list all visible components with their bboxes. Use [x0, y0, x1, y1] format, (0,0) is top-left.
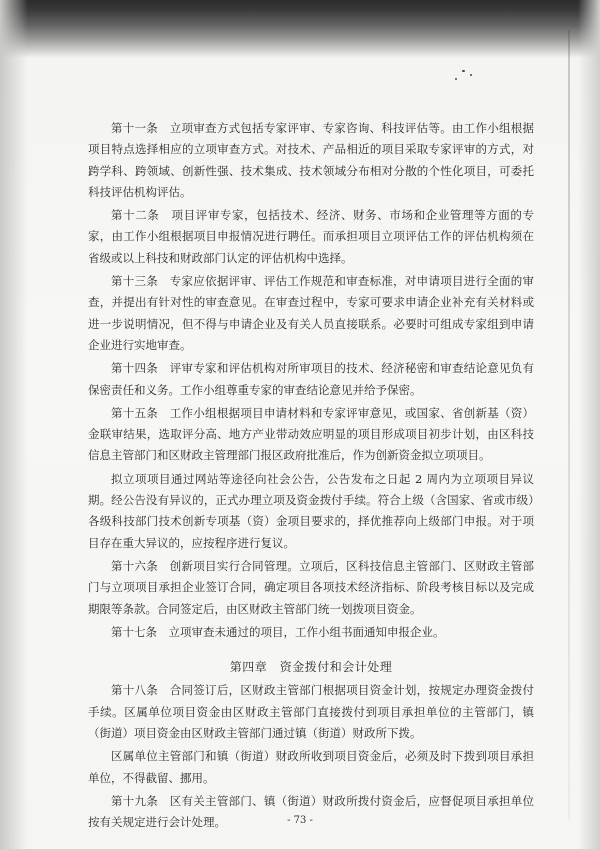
scanner-shadow — [0, 0, 600, 58]
article-15: 第十五条 工作小组根据项目申请材料和专家评审意见，或国家、省创新基（资）金联审结果，选取评分高、地方产业带动效应明显的项目形成项目初步计划，由区科技信息主管部门和区财政主管理部门报区政府批准后，作为创新资金拟立项项目。 — [88, 405, 534, 463]
chapter-heading: 第四章 资金拨付和会计处理 — [229, 660, 393, 675]
article-13: 第十三条 专家应依据评审、评估工作规范和审查标准，对申请项目进行全面的审查，并提出有针对性的审查意见。在审查过程中，专家可要求申请企业补充有关材料或进一步说明情况，但不得与申请企业及有关人员直接联系。必要时可组成专家组到申请企业进行实地审查。 — [88, 274, 534, 352]
article-16: 第十六条 创新项目实行合同管理。立项后，区科技信息主管部门、区财政主管部门与立项项目承担企业签订合同，确定项目各项技术经济指标、阶段考核目标以及完成期限等条款。合同签定后，由区财政主管部门统一划拨项目资金。 — [88, 558, 534, 616]
document-body — [88, 118, 534, 834]
article-17: 第十七条 立项审查未通过的项目，工作小组书面通知申报企业。 — [111, 624, 445, 639]
article-12: 第十二条 项目评审专家，包括技术、经济、财务、市场和企业管理等方面的专家，由工作小组根据项目申报情况进行聘任。而承担项目立项评估工作的评估机构须在省级或以上科技和财政部门认定的评估机构中选择。 — [88, 208, 534, 265]
article-15-publicity: 拟立项项目通过网站等途径向社会公告，公告发布之日起 2 周内为立项项目异议期。经公告没有异议的，正式办理立项及资金拨付手续。符合上级（含国家、省或市级）各级科技部门技术创新专项基（资）金项目要求的，择优推荐向上级部门申报。对于项目存在重大异议的，应按程序进行复议。 — [88, 471, 534, 550]
scan-speck — [455, 78, 457, 80]
article-18-transfer: 区属单位主管部门和镇（街道）财政所收到项目资金后，必须及时下拨到项目承担单位，不得截留、挪用。 — [88, 749, 534, 785]
left-page-edge — [0, 0, 28, 849]
article-18: 第十八条 合同签订后，区财政主管部门根据项目资金计划，按规定办理资金拨付手续。区属单位项目资金由区财政主管部门直接拨付到项目承担单位的主管部门，镇（街道）项目资金由区财政主管部门通过镇（街道）财政所下拨。 — [88, 683, 534, 741]
article-19: 第十九条 区有关主管部门、镇（街道）财政所拨付资金后，应督促项目承担单位按有关规定进行会计处理。 — [88, 793, 534, 830]
page-fold-line — [568, 30, 570, 820]
scan-speck — [470, 74, 472, 76]
article-14: 第十四条 评审专家和评估机构对所审项目的技术、经济秘密和审查结论意见负有保密责任和义务。工作小组尊重专家的审查结论意见并给予保密。 — [88, 361, 534, 397]
right-page-edge — [578, 0, 600, 849]
page-number: - 73 - — [287, 815, 313, 826]
scan-speck — [462, 70, 465, 72]
article-11: 第十一条 立项审查方式包括专家评审、专家咨询、科技评估等。由工作小组根据项目特点选择相应的立项审查方式。对技术、产品相近的项目采取专家评审的方式，对跨学科、跨领域、创新性强、技术集成、技术领域分布相对分散的个性化项目，可委托科技评估机构评估。 — [88, 121, 534, 199]
